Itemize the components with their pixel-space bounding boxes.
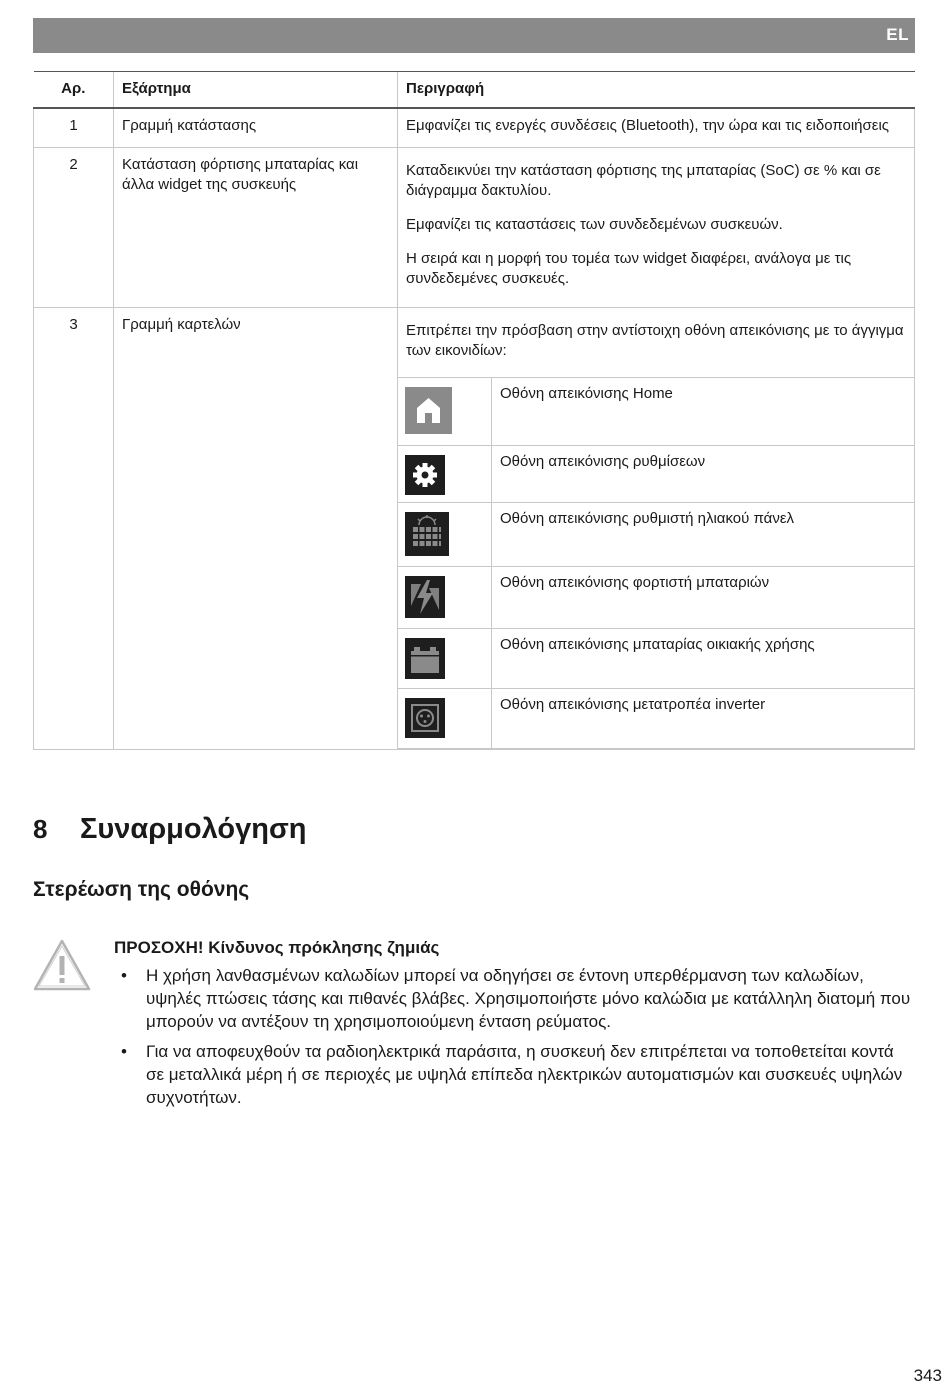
chapter-heading: [33, 813, 307, 846]
row-number: 2: [34, 148, 114, 308]
home-battery-icon: [405, 638, 445, 679]
header-num: Αρ.: [34, 72, 114, 109]
tab-icon-row: [398, 567, 914, 629]
inverter-socket-icon: [405, 698, 445, 738]
description-text: Επιτρέπει την πρόσβαση στην αντίστοιχη οθόνη απεικόνισης με το άγγιγμα των εικονιδίων:: [406, 322, 904, 359]
tab-icon-cell: [398, 567, 492, 629]
description-text: Η σειρά και η μορφή του τομέα των widget διαφέρει, ανάλογα με τις συνδεδεμένες συσκευές.: [406, 250, 852, 287]
tab-label: Οθόνη απεικόνισης Home: [492, 378, 915, 446]
row-description: [398, 148, 915, 308]
tab-icon-row: [398, 378, 914, 446]
tab-icon-row: [398, 689, 914, 749]
language-code: EL: [886, 25, 909, 44]
tab-label: Οθόνη απεικόνισης ρυθμιστή ηλιακού πάνελ: [492, 503, 915, 567]
tab-label: Οθόνη απεικόνισης μετατροπέα inverter: [492, 689, 915, 749]
list-item: • Για να αποφευχθούν τα ραδιοηλεκτρικά παράσιτα, η συσκευή δεν επιτρέπεται να τοποθετείται κοντά σε μεταλλικά μέρη ή σε περιοχές με υψηλά επίπεδα ηλεκτρικών αυτοματισμών και συσκευές υψηλών συχνοτήτων.: [114, 1040, 914, 1109]
warning-list: [114, 964, 914, 1109]
tab-icon-row: [398, 503, 914, 567]
tab-icons-table: [398, 377, 914, 749]
chapter-number: 8: [33, 814, 48, 844]
description-text: Εμφανίζει τις καταστάσεις των συνδεδεμένων συσκευών.: [406, 216, 783, 233]
row-part: Γραμμή κατάστασης: [114, 108, 398, 148]
tab-icon-cell: [398, 629, 492, 689]
tab-icon-cell: [398, 378, 492, 446]
gear-icon: [405, 455, 445, 495]
description-text: Εμφανίζει τις ενεργές συνδέσεις (Bluetooth), την ώρα και τις ειδοποιήσεις: [406, 117, 890, 134]
components-table: [33, 71, 915, 750]
table-row: [34, 148, 915, 308]
solar-panel-icon: [405, 512, 449, 556]
row-part: Κατάσταση φόρτισης μπαταρίας και άλλα widget της συσκευής: [114, 148, 398, 308]
tab-label: Οθόνη απεικόνισης μπαταρίας οικιακής χρήσης: [492, 629, 915, 689]
row-number: 1: [34, 108, 114, 148]
list-item: • Η χρήση λανθασμένων καλωδίων μπορεί να οδηγήσει σε έντονη υπερθέρμανση των καλωδίων, υψηλές πτώσεις τάσης και πιθανές βλάβες. Χρησιμοποιήστε μόνο καλώδια με κατάλληλη διατομή που μπορούν να αντέξουν τη χρησιμοποιούμενη ένταση ρεύματος.: [114, 964, 914, 1033]
tab-icon-cell: [398, 446, 492, 503]
row-description: [398, 108, 915, 148]
table-row: [34, 108, 915, 148]
header-bar: [33, 18, 915, 53]
table-row: [34, 308, 915, 750]
home-icon: [405, 387, 452, 434]
row-number: 3: [34, 308, 114, 750]
row-description: [398, 308, 915, 750]
tab-icon-row: [398, 629, 914, 689]
warning-box: [114, 936, 914, 1116]
description-text: Καταδεικνύει την κατάσταση φόρτισης της μπαταρίας (SoC) σε % και σε διάγραμμα δακτυλίου.: [406, 162, 881, 199]
section-title: Στερέωση της οθόνης: [33, 878, 250, 901]
tab-label: Οθόνη απεικόνισης ρυθμίσεων: [492, 446, 915, 503]
tab-icon-cell: [398, 689, 492, 749]
row-part: Γραμμή καρτελών: [114, 308, 398, 750]
battery-charger-icon: [405, 576, 445, 618]
page-number: 343: [913, 1366, 942, 1385]
warning-title: ΠΡΟΣΟΧΗ! Κίνδυνος πρόκλησης ζημιάς: [114, 938, 440, 957]
tab-icon-cell: [398, 503, 492, 567]
tab-icon-row: [398, 446, 914, 503]
table-header-row: [34, 72, 915, 109]
tab-label: Οθόνη απεικόνισης φορτιστή μπαταριών: [492, 567, 915, 629]
header-part: Εξάρτημα: [114, 72, 398, 109]
chapter-title: Συναρμολόγηση: [80, 813, 307, 845]
warning-triangle-icon: [32, 938, 92, 997]
header-desc: Περιγραφή: [398, 72, 915, 109]
